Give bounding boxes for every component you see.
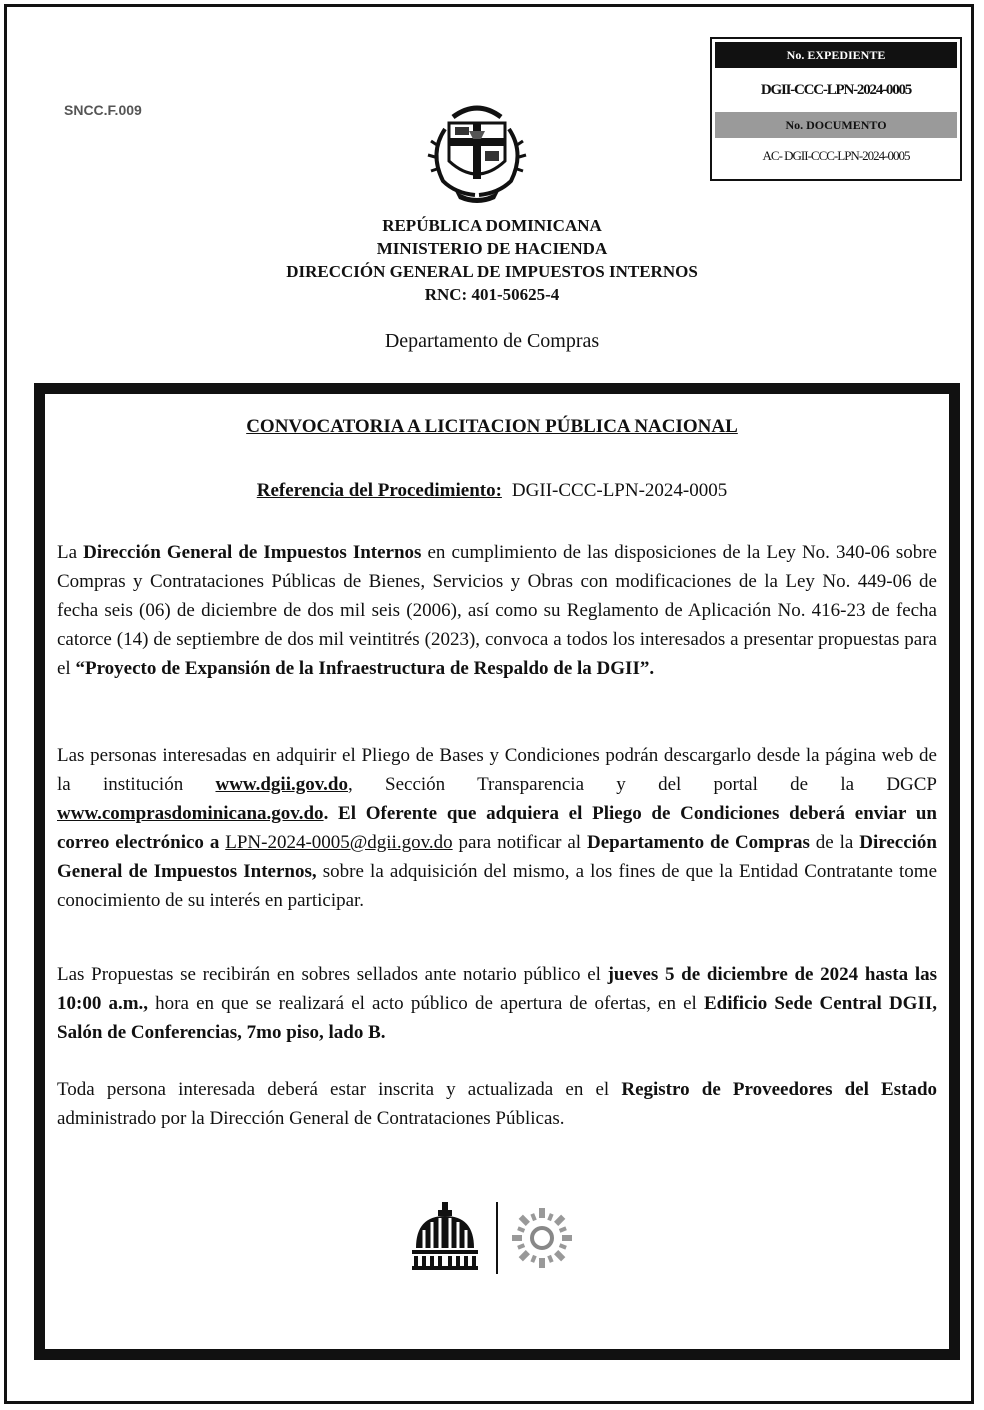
expediente-value: DGII-CCC-LPN-2024-0005: [760, 82, 912, 98]
capitol-dome-icon: [412, 1202, 478, 1270]
text-run: Las personas interesadas en adquirir el Pliego de Bases y Condiciones podrán descargarlo desde la página web de la institución: [57, 745, 937, 795]
text-run: Las Propuestas se recibirán en sobres sellados ante notario público el: [57, 964, 608, 985]
department-bold: Departamento de Compras: [587, 832, 810, 853]
paragraph-registry: [57, 1075, 937, 1133]
paragraph-intro: [57, 538, 937, 683]
agency-name: DIRECCIÓN GENERAL DE IMPUESTOS INTERNOS: [286, 262, 698, 281]
registry-bold: Registro de Proveedores del Estado: [621, 1079, 938, 1100]
deadline-bold: jueves 5 de diciembre de 2024 hasta las 10:00 a.m.,: [57, 964, 937, 1014]
documento-label: No. DOCUMENTO: [715, 112, 957, 138]
form-code: SNCC.F.009: [64, 102, 142, 118]
text-run: en cumplimiento de las disposiciones de la Ley No. 340-06 sobre Compras y Contrataciones Públicas de Bienes, Servicios y Obras con modificaciones de la Ley No. 449-06 de fecha seis (06) de diciembre de dos mil seis (2006), así como su Reglamento de Aplicación No. 416-23 de fecha catorce (14) de septiembre de dos mil veintitrés (2023), convoca a todos los interesados a presentar propuestas para el: [57, 542, 937, 679]
reference-value: DGII-CCC-LPN-2024-0005: [511, 480, 728, 501]
paragraph-deadline: [57, 960, 937, 1047]
procedure-reference: [0, 480, 984, 502]
government-header: [0, 214, 984, 306]
documento-value: AC- DGII-CCC-LPN-2024-0005: [762, 148, 910, 163]
email-link[interactable]: LPN-2024-0005@dgii.gov.do: [225, 832, 453, 853]
ministry-name: MINISTERIO DE HACIENDA: [376, 239, 608, 258]
dgii-website-link[interactable]: www.dgii.gov.do: [215, 774, 348, 795]
text-run: . El Oferente que adquiera el Pliego de Condiciones deberá enviar un correo electrónico a: [57, 803, 937, 853]
sunburst-logo-icon: [512, 1208, 572, 1268]
text-run: sobre la adquisición del mismo, a los fines de que la Entidad Contratante tome conocimiento de su interés en participar.: [57, 861, 937, 911]
rnc-number: RNC: 401-50625-4: [424, 285, 560, 304]
coat-of-arms-icon: [425, 95, 529, 207]
text-run: administrado por la Dirección General de Contrataciones Públicas.: [57, 1108, 565, 1129]
text-run: de la: [809, 832, 860, 853]
paragraph-bases: [57, 741, 937, 915]
text-run: para notificar al: [452, 832, 587, 853]
venue-bold: Edificio Sede Central DGII, Salón de Conferencias, 7mo piso, lado B.: [57, 993, 937, 1043]
text-run: , Sección Transparencia y del portal de la DGCP: [348, 774, 938, 795]
agency-bold: Dirección General de Impuestos Internos,: [57, 832, 938, 882]
reference-box: [710, 37, 962, 181]
text-run: La: [57, 542, 84, 563]
expediente-label: No. EXPEDIENTE: [715, 42, 957, 68]
country-name: REPÚBLICA DOMINICANA: [382, 216, 602, 235]
reference-label: Referencia del Procedimiento:: [256, 480, 502, 501]
agency-bold: Dirección General de Impuestos Internos: [83, 542, 422, 563]
dgcp-portal-link[interactable]: www.comprasdominicana.gov.do: [57, 803, 324, 824]
text-run: hora en que se realizará el acto público de apertura de ofertas, en el: [148, 993, 704, 1014]
department-name: Departamento de Compras: [384, 330, 600, 352]
project-name: “Proyecto de Expansión de la Infraestructura de Respaldo de la DGII”.: [75, 658, 655, 679]
notice-title: CONVOCATORIA A LICITACION PÚBLICA NACIONAL: [246, 416, 738, 437]
footer-logos: [410, 1198, 590, 1278]
text-run: Toda persona interesada deberá estar inscrita y actualizada en el: [57, 1079, 622, 1100]
